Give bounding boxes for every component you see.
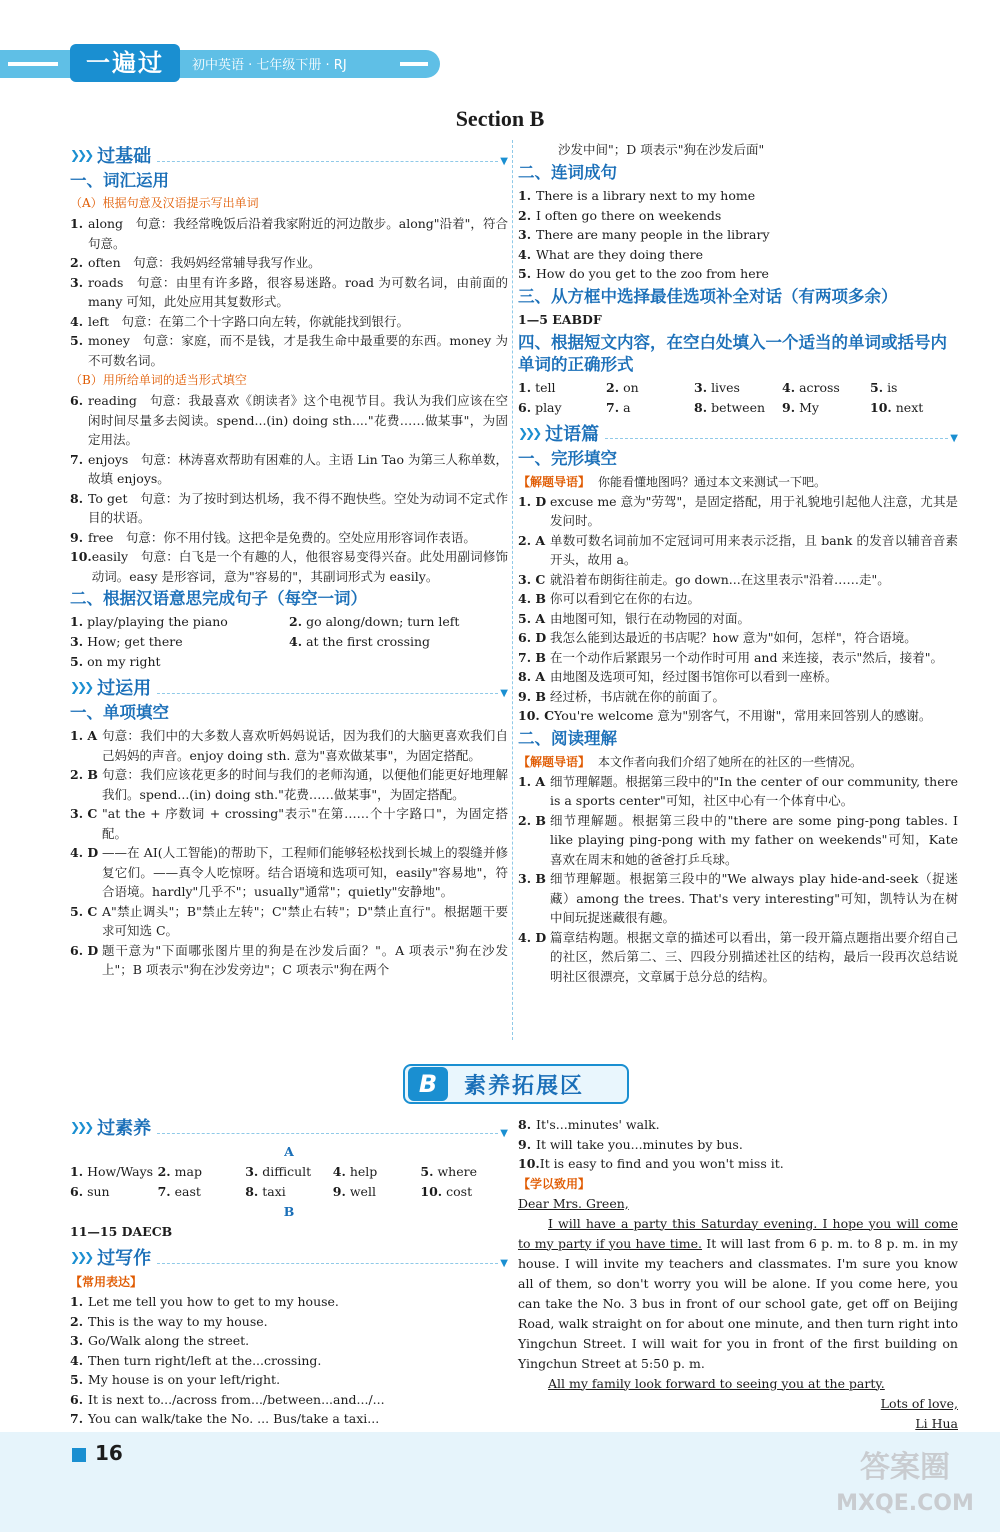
item-number: 7. xyxy=(70,1411,84,1426)
grid-cell: 4. help xyxy=(332,1164,378,1179)
page-marker xyxy=(72,1448,86,1462)
list-item xyxy=(518,706,958,726)
guide-note: 【解题导语】 本文作者向我们介绍了她所在的社区的一些情况。 xyxy=(518,754,863,769)
watermark: 答案圈 MXQE.COM xyxy=(836,1450,974,1516)
section-header xyxy=(70,1244,508,1270)
item-number: 1. xyxy=(518,188,532,203)
list-item xyxy=(70,902,508,941)
letter-body: I will have a party this Saturday evening. I hope you will come to my party if you have time. It will last from 6 p. m. to 8 p. m. in my house. I will invite my teachers and classmates. I'm sure you know all of them, so don't worry you will be alone. If you come here, you can take the No. 3 bus in front of our school gate, get off on Beijing Road, walk straight on for about one minute, and then turn right into Yingchun Street. I will wait for you in front of the first building on Yingchun Street at 5:50 p. m. xyxy=(518,1215,958,1371)
part-heading: 一、单项填空 xyxy=(70,703,169,722)
item-number: 6. xyxy=(70,1391,84,1407)
list-item xyxy=(70,1312,508,1332)
section-header xyxy=(70,142,508,168)
grid-cell: 8. between xyxy=(694,399,766,415)
item-text: There is a library next to my home xyxy=(536,188,756,203)
item-text: My house is on your left/right. xyxy=(88,1372,281,1387)
list-item xyxy=(518,589,958,609)
item-text: 你可以看到它在你的右边。 xyxy=(550,591,701,606)
section-title: 过运用 xyxy=(97,678,152,699)
item-number: 3. xyxy=(518,227,532,242)
part-heading: 二、根据汉语意思完成句子（每空一词） xyxy=(70,589,367,608)
header-dash xyxy=(400,62,428,66)
item-text: How do you get to the zoo from here xyxy=(536,266,769,281)
grid-cell: 3. lives xyxy=(694,379,740,395)
item-text: 在一个动作后紧跟另一个动作时可用 and 来连接，表示"然后，接着"。 xyxy=(550,649,943,665)
brand-logo: 一遍过 xyxy=(70,44,180,82)
chevron-icon: ❯❯❯ xyxy=(70,148,92,162)
letter-closing-line: All my family look forward to seeing you at the party. xyxy=(548,1375,885,1391)
item-number: 5. A xyxy=(518,610,546,626)
grid-cell: 4. across xyxy=(782,379,840,395)
letter-greeting: Dear Mrs. Green, xyxy=(518,1195,629,1211)
item-text: 由地图及选项可知，经过图书馆你可以看到一座桥。 xyxy=(550,669,838,684)
item-number: 9. xyxy=(518,1136,532,1152)
list-item xyxy=(70,214,508,253)
list-item xyxy=(518,648,958,668)
list-item xyxy=(70,528,508,548)
item-number: 2. xyxy=(70,255,84,270)
list-item xyxy=(70,1292,508,1312)
item-text: It is next to.../across from.../between...and.../... xyxy=(88,1391,385,1407)
list-item xyxy=(518,570,958,590)
item-text: roads 句意：由里有许多路，很容易迷路。road 为可数名词，由前面的 many 可知，此处应用其复数形式。 xyxy=(88,274,508,309)
list-item xyxy=(518,206,958,226)
section-title: 过语篇 xyxy=(545,423,600,445)
list-item xyxy=(518,928,958,987)
item-text: free 句意：你不用付钱。这把伞是免费的。空处应用形容词作表语。 xyxy=(88,529,476,545)
page-number: 16 xyxy=(95,1441,123,1465)
item-number: 2. B xyxy=(70,767,98,782)
list-item xyxy=(518,492,958,531)
item-number: 8. xyxy=(518,1117,532,1132)
item-text: 篇章结构题。根据文章的描述可以看出，第一段开篇点题指出要介绍自己的社区，然后第二、三、四段分别描述社区的结构，最后一段再次总结说明社区很漂亮，文章属于总分总的结构。 xyxy=(550,929,958,984)
list-item xyxy=(518,264,958,284)
part-heading: 二、阅读理解 xyxy=(518,728,617,748)
item-number: 10. C xyxy=(518,708,555,723)
section-header xyxy=(518,420,958,446)
list-item xyxy=(518,186,958,206)
item-number: 4. D xyxy=(518,929,547,945)
item-number: 2. xyxy=(70,1313,84,1329)
item-text: It will take you...minutes by bus. xyxy=(536,1136,743,1152)
section-title: 过写作 xyxy=(97,1248,152,1269)
grid-cell: 2. map xyxy=(157,1164,202,1179)
item-number: 7. xyxy=(70,451,84,467)
chevron-icon: ❯❯❯ xyxy=(70,1120,92,1134)
top-banner xyxy=(0,0,1000,110)
part-heading: 二、连词成句 xyxy=(518,163,617,182)
part-heading: 三、从方框中选择最佳选项补全对话（有两项多余） xyxy=(518,286,898,306)
extension-banner xyxy=(403,1064,629,1104)
grid-cell: 1. tell xyxy=(518,379,556,395)
item-number: 1. xyxy=(70,1294,84,1309)
item-text: You're welcome 意为"别客气，不用谢"，常用来回答别人的感谢。 xyxy=(554,708,932,723)
item-text: money 句意：家庭，而不是钱，才是我生命中最重要的东西。money 为不可数名词。 xyxy=(88,333,508,368)
item-text: excuse me 意为"劳驾"，是固定搭配，用于礼貌地引起他人注意，尤其是发问时。 xyxy=(550,493,958,528)
guide-note: 【解题导语】 你能看懂地图吗？通过本文来测试一下吧。 xyxy=(518,474,827,489)
right-column xyxy=(518,140,958,986)
list-item xyxy=(518,869,958,928)
item-text: 题干意为"下面哪张图片里的狗是在沙发后面？"。A 项表示"狗在沙发上"；B 项表示"狗在沙发旁边"；C 项表示"狗在两个 xyxy=(102,942,508,977)
item-number: 3. xyxy=(70,1333,84,1348)
chevron-icon: ❯❯❯ xyxy=(70,1250,92,1264)
item-text: 单数可数名词前加不定冠词可用来表示泛指，且 bank 的发音以辅音音素开头，故用 a。 xyxy=(550,532,958,567)
item-number: 10. xyxy=(518,1156,540,1171)
grid-cell: 1. play/playing the piano xyxy=(70,614,228,629)
item-text: along 句意：我经常晚饭后沿着我家附近的河边散步。along"沿着"，符合句意。 xyxy=(88,216,508,251)
item-number: 5. xyxy=(518,266,532,281)
list-item xyxy=(70,843,508,902)
answer-grid xyxy=(70,612,508,672)
item-number: 4. B xyxy=(518,591,546,606)
grid-cell: 9. My xyxy=(782,399,819,415)
part-heading: 一、完形填空 xyxy=(518,448,617,468)
list-item xyxy=(70,765,508,804)
item-number: 9. B xyxy=(518,688,546,704)
item-text: 细节理解题。根据第三段中的"there are some ping-pong tables. I like playing ping-pong with my father on weekends"可知，Kate 喜欢在周末和她的爸爸打乒乓球。 xyxy=(550,812,958,867)
item-number: 8. A xyxy=(518,669,546,684)
badge-b: B xyxy=(408,1067,448,1101)
item-number: 8. xyxy=(70,490,84,506)
item-text: enjoys 句意：林涛喜欢帮助有困难的人。主语 Lin Tao 为第三人称单数，故填 enjoys。 xyxy=(88,451,508,486)
list-item xyxy=(518,1154,958,1174)
item-text: 句意：我们中的大多数人喜欢听妈妈说话，因为我们的大脑更喜欢我们自己妈妈的声音。enjoy doing sth. 意为"喜欢做某事"，为固定搭配。 xyxy=(102,728,508,763)
item-text: easily 句意：白飞是一个有趣的人，他很容易变得兴奋。此处用副词修饰动词。easy 是形容词，意为"容易的"，其副词形式为 easily。 xyxy=(91,549,508,584)
part-label: A xyxy=(284,1144,294,1159)
item-number: 4. xyxy=(70,1352,84,1368)
chevron-down-icon: ▼ xyxy=(500,1257,508,1269)
item-number: 6. D xyxy=(70,942,99,958)
item-text: It is easy to find and you won't miss it. xyxy=(539,1156,784,1171)
list-item xyxy=(518,811,958,870)
list-item xyxy=(70,312,508,332)
item-number: 6. xyxy=(70,393,84,408)
item-text: What are they doing there xyxy=(536,246,704,262)
list-item xyxy=(518,609,958,629)
item-number: 5. xyxy=(70,1372,84,1387)
continued-text: 沙发中间"；D 项表示"狗在沙发后面" xyxy=(558,142,765,157)
list-item xyxy=(518,531,958,570)
item-text: 细节理解题。根据第三段中的"We always play hide-and-seek（捉迷藏）among the trees. That's very interesting"可知，凯特认为在树中间玩捉迷藏很有趣。 xyxy=(550,871,958,925)
item-text: often 句意：我妈妈经常辅导我写作业。 xyxy=(88,255,321,270)
grid-cell: 6. play xyxy=(518,399,562,415)
list-item xyxy=(70,1370,508,1390)
bottom-right-column xyxy=(518,1115,958,1434)
chevron-icon: ❯❯❯ xyxy=(70,680,92,694)
item-text: Let me tell you how to get to my house. xyxy=(88,1294,339,1309)
list-item xyxy=(70,1409,508,1429)
list-item xyxy=(70,1331,508,1351)
item-text: I often go there on weekends xyxy=(536,207,722,223)
list-item xyxy=(70,273,508,312)
answer-list xyxy=(518,186,958,284)
chevron-down-icon: ▼ xyxy=(500,1127,508,1139)
item-text: left 句意：在第二个十字路口向左转，你就能找到银行。 xyxy=(88,313,410,329)
item-number: 1. A xyxy=(518,773,546,789)
sub-heading: （B）用所给单词的适当形式填空 xyxy=(70,373,247,387)
grid-cell: 3. difficult xyxy=(245,1164,312,1179)
column-divider xyxy=(512,140,513,1040)
grid-cell: 5. is xyxy=(870,379,898,395)
grid-cell: 10. cost xyxy=(420,1184,473,1199)
list-item xyxy=(70,1390,508,1410)
list-item xyxy=(70,726,508,765)
answer-line: 1—5 EABDF xyxy=(518,311,602,327)
item-text: It's...minutes' walk. xyxy=(536,1117,660,1132)
item-text: 就沿着布朗街往前走。go down...在这里表示"沿着……走"。 xyxy=(550,571,890,587)
header-dash xyxy=(8,62,58,66)
list-item xyxy=(70,547,508,586)
item-number: 2. xyxy=(518,207,532,223)
list-item xyxy=(518,225,958,245)
list-item xyxy=(70,804,508,843)
grid-cell: 1. How/Ways xyxy=(70,1164,154,1179)
list-item xyxy=(70,489,508,528)
item-number: 6. D xyxy=(518,630,547,645)
guide-note: 【学以致用】 xyxy=(518,1176,591,1191)
list-item xyxy=(518,628,958,648)
section-title: 过基础 xyxy=(97,146,152,167)
book-subtitle: 初中英语 · 七年级下册 · RJ xyxy=(192,58,347,73)
list-item xyxy=(518,1135,958,1155)
item-text: 由地图可知，银行在动物园的对面。 xyxy=(550,610,751,626)
chevron-down-icon: ▼ xyxy=(500,687,508,699)
section-title: 过素养 xyxy=(97,1118,152,1139)
grid-cell: 6. sun xyxy=(70,1184,110,1199)
item-number: 5. xyxy=(70,333,84,348)
answer-grid xyxy=(70,1162,508,1202)
item-number: 3. C xyxy=(70,806,98,821)
item-number: 4. D xyxy=(70,845,99,860)
grid-cell: 5. on my right xyxy=(70,654,161,669)
sub-heading: （A）根据句意及汉语提示写出单词 xyxy=(70,196,259,210)
grid-cell: 7. east xyxy=(157,1184,201,1199)
item-text: There are many people in the library xyxy=(536,227,770,242)
item-text: 我怎么能到达最近的书店呢？how 意为"如何，怎样"，符合语境。 xyxy=(550,630,917,645)
item-text: Then turn right/left at the...crossing. xyxy=(88,1352,322,1368)
chevron-icon: ❯❯❯ xyxy=(518,425,540,440)
grid-cell: 10. next xyxy=(870,399,924,415)
item-number: 2. A xyxy=(518,532,546,548)
list-item xyxy=(70,253,508,273)
expression-list xyxy=(518,1115,958,1174)
item-number: 4. xyxy=(70,313,84,329)
item-number: 4. xyxy=(518,246,532,262)
section-header xyxy=(70,1114,508,1140)
part-label: B xyxy=(283,1204,295,1219)
list-item xyxy=(70,391,508,450)
item-text: 句意：我们应该花更多的时间与我们的老师沟通，以便他们能更好地理解我们。spend...(in) doing sth."花费……做某事"，为固定搭配。 xyxy=(102,767,508,802)
grid-cell: 7. a xyxy=(606,399,631,415)
answer-list xyxy=(518,772,958,987)
item-number: 1. A xyxy=(70,728,98,743)
item-text: reading 句意：我最喜欢《朗读者》这个电视节目。我认为我们应该在空闲时间尽量多去阅读。spend...(in) doing sth...."花费……做某事"，为固定用法。 xyxy=(88,393,508,447)
guide-note: 【常用表达】 xyxy=(70,1275,143,1289)
item-number: 3. B xyxy=(518,871,546,886)
item-text: ——在 AI(人工智能)的帮助下，工程师们能够轻松找到长城上的裂缝并修复它们。——真令人吃惊呀。结合语境和选项可知，easily"容易地"，符合语境。hardly"几乎不"；usually"通常"；quietly"安静地"。 xyxy=(102,845,508,899)
grid-cell: 2. go along/down; turn left xyxy=(289,614,460,629)
left-column xyxy=(70,140,508,980)
chevron-down-icon: ▼ xyxy=(500,155,508,167)
list-item xyxy=(518,667,958,687)
item-number: 3. C xyxy=(518,571,546,587)
item-number: 9. xyxy=(70,529,84,545)
item-text: 经过桥，书店就在你的前面了。 xyxy=(550,688,726,704)
item-text: 细节理解题。根据第三段中的"In the center of our community, there is a sports center"可知，社区中心有一个体育中心。 xyxy=(550,773,958,808)
grid-cell: 2. on xyxy=(606,379,639,395)
grid-cell: 5. where xyxy=(420,1164,477,1179)
item-number: 3. xyxy=(70,274,84,290)
list-item xyxy=(70,941,508,980)
item-number: 2. B xyxy=(518,812,546,828)
bottom-left-column xyxy=(70,1112,508,1429)
grid-cell: 4. at the first crossing xyxy=(289,634,431,649)
item-number: 7. B xyxy=(518,649,546,665)
grid-cell: 9. well xyxy=(332,1184,376,1199)
item-text: To get 句意：为了按时到达机场，我不得不跑快些。空处为动词不定式作目的状语。 xyxy=(88,490,508,525)
item-text: "at the + 序数词 + crossing"表示"在第……个十字路口"，为固定搭配。 xyxy=(102,806,508,841)
list-item xyxy=(518,245,958,265)
item-number: 5. C xyxy=(70,903,98,919)
letter-close: Lots of love, xyxy=(880,1395,958,1411)
grid-cell: 8. taxi xyxy=(245,1184,286,1199)
answer-grid xyxy=(518,378,958,418)
answer-list xyxy=(70,214,508,370)
item-text: Go/Walk along the street. xyxy=(88,1333,250,1348)
answer-line: 11—15 DAECB xyxy=(70,1224,173,1239)
list-item xyxy=(70,450,508,489)
item-text: You can walk/take the No. ... Bus/take a taxi... xyxy=(88,1411,380,1426)
chevron-down-icon: ▼ xyxy=(950,433,958,444)
list-item xyxy=(70,331,508,370)
item-number: 1. D xyxy=(518,493,547,509)
page-title: Section B xyxy=(455,106,545,131)
answer-list xyxy=(70,391,508,586)
part-heading: 一、词汇运用 xyxy=(70,171,169,190)
item-number: 1. xyxy=(70,216,84,231)
answer-list xyxy=(70,726,508,980)
list-item xyxy=(518,687,958,707)
list-item xyxy=(518,772,958,811)
list-item xyxy=(518,1115,958,1135)
part-heading: 四、根据短文内容，在空白处填入一个适当的单词或括号内单词的正确形式 xyxy=(518,332,947,374)
banner-title: 素养拓展区 xyxy=(464,1073,585,1099)
grid-cell: 3. How; get there xyxy=(70,634,183,649)
expression-list xyxy=(70,1292,508,1429)
list-item xyxy=(70,1351,508,1371)
letter-signature: Li Hua xyxy=(915,1415,958,1431)
answer-list xyxy=(518,492,958,726)
item-text: A"禁止调头"；B"禁止左转"；C"禁止右转"；D"禁止直行"。根据题干要求可知选 C。 xyxy=(102,903,508,938)
item-text: This is the way to my house. xyxy=(88,1313,268,1329)
item-number: 10. xyxy=(70,549,92,564)
section-header xyxy=(70,674,508,700)
